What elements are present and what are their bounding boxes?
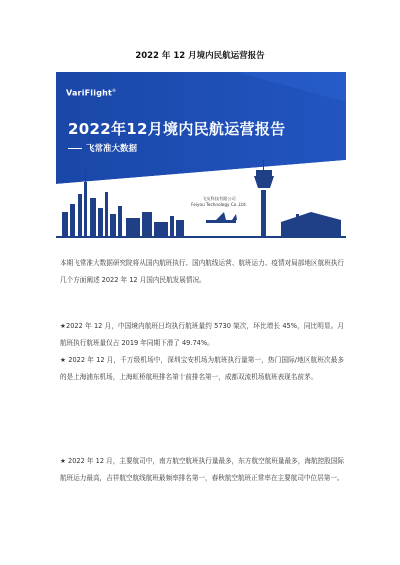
banner-title: 2022年12月境内民航运营报告 bbox=[68, 120, 286, 138]
variflight-logo: VariFlight® bbox=[66, 88, 117, 98]
intro-paragraph: 本期飞常准大数据研究院将从国内航班执行、国内航线运营、航班运力、疫情对局部地区航班执行几个方面阐述 2022 年 12 月国内民航发展情况。 bbox=[60, 259, 344, 284]
airline-paragraph: ★ 2022 年 12 月，主要航司中，南方航空航班执行量最多，东方航空航班量最多，海航控股国际航班运力最高，吉祥航空航线航班最频率排名第一，春秋航空航班正常率在主要航司中位居第一。 bbox=[60, 457, 344, 482]
company-name-cn: 飞友科技有限公司 bbox=[202, 196, 236, 201]
company-name-en: Feiyou Technology Co.,Ltd. bbox=[191, 202, 247, 207]
company-name bbox=[174, 196, 264, 208]
report-cover-banner bbox=[56, 72, 346, 238]
subtitle-dash bbox=[68, 148, 82, 149]
flight-volume-paragraph: ★2022 年 12 月，中国境内航班日均执行航班量约 5730 架次，环比增长 45%，同比明显。月航班执行航班量仅占 2019 年同期下滑了 49.74%。 bbox=[60, 322, 344, 347]
banner-subtitle: 飞常准大数据 bbox=[68, 142, 137, 154]
document-title: 2022 年 12 月境内民航运营报告 bbox=[135, 51, 265, 61]
airport-paragraph: ★ 2022 年 12 月，千万级机场中，深圳宝安机场为航班执行量第一，热门国际/地区航班次最多的是上海浦东机场，上海虹桥航班排名第十前排名第一，成都双流机场航班表现名前茅。 bbox=[60, 356, 344, 381]
